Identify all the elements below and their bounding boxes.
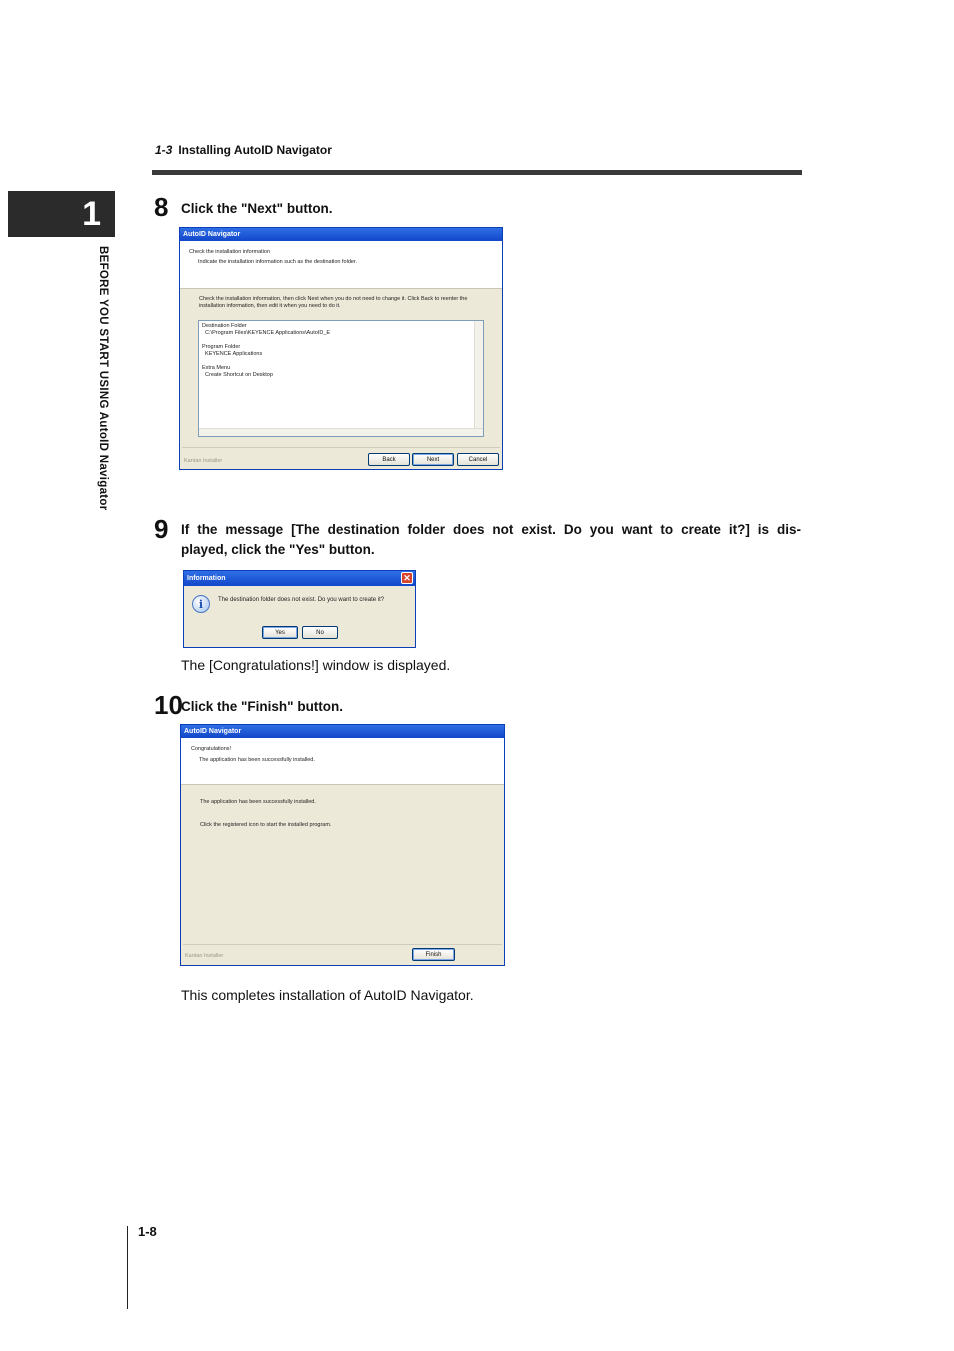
dialog-header-panel	[180, 241, 502, 289]
dialog-instruction: installation information, then edit it when you need to do it.	[199, 303, 341, 309]
info-icon: i	[192, 595, 210, 613]
dialog-instruction: Check the installation information, then click Next when you do not need to change it. Click Back to reenter the	[199, 296, 468, 302]
dialog-title: Information	[187, 575, 226, 582]
dialog-subheading: The application has been successfully installed.	[199, 757, 315, 763]
dialog-message: The destination folder does not exist. Do you want to create it?	[218, 597, 385, 603]
installation-info-box[interactable]	[198, 320, 484, 437]
header-rule	[152, 170, 802, 175]
dialog-titlebar: AutoID Navigator	[181, 725, 504, 738]
cancel-button[interactable]: Cancel	[457, 453, 499, 466]
dialog-heading: Congratulations!	[191, 746, 232, 752]
footer-rule	[127, 1226, 128, 1309]
install-confirm-dialog	[179, 227, 503, 470]
info-line: Create Shortcut on Desktop	[202, 372, 273, 378]
dialog-body-line: Click the registered icon to start the installed program.	[200, 822, 332, 828]
close-icon[interactable]: ✕	[401, 572, 413, 584]
section-title: Installing AutoID Navigator	[178, 143, 332, 157]
step-instruction: Click the "Finish" button.	[181, 699, 344, 714]
step-number: 10	[154, 690, 183, 720]
completion-note: This completes installation of AutoID Navigator.	[181, 987, 474, 1003]
dialog-header-panel	[181, 738, 504, 785]
info-line: C:\Program Files\KEYENCE Applications\AutoID_E	[202, 330, 331, 336]
step-number: 8	[154, 192, 169, 222]
dialog-body-line: The application has been successfully installed.	[200, 799, 316, 805]
section-number: 1-3	[155, 143, 173, 157]
info-line: Destination Folder	[202, 323, 247, 329]
horizontal-scrollbar[interactable]	[199, 428, 483, 436]
info-line	[202, 358, 330, 365]
dialog-titlebar: AutoID Navigator	[180, 228, 502, 241]
result-note: The [Congratulations!] window is displayed.	[181, 657, 451, 673]
info-line: KEYENCE Applications	[202, 351, 263, 357]
chapter-side-title: BEFORE YOU START USING AutoID Navigator	[97, 246, 109, 511]
next-button[interactable]: Next	[412, 453, 454, 466]
step-instruction	[181, 522, 801, 557]
running-header	[155, 143, 332, 157]
dialog-subheading: Indicate the installation information such as the destination folder.	[198, 259, 357, 265]
footer-separator	[182, 447, 500, 448]
step-instruction-line: played, click the "Yes" button.	[181, 542, 375, 557]
step-instruction: Click the "Next" button.	[181, 201, 333, 216]
info-line	[202, 337, 330, 344]
no-button[interactable]: No	[302, 626, 338, 639]
yes-button[interactable]: Yes	[262, 626, 298, 639]
finish-button[interactable]: Finish	[412, 948, 455, 961]
installer-label: Kantan Installer	[185, 953, 224, 959]
installer-label: Kantan Installer	[184, 458, 223, 464]
footer-separator	[183, 944, 502, 945]
info-lines	[202, 323, 330, 379]
congratulations-dialog	[180, 724, 505, 966]
info-line: Program Folder	[202, 344, 241, 350]
vertical-scrollbar[interactable]	[474, 321, 483, 436]
information-dialog	[183, 570, 416, 648]
page-number: 1-8	[138, 1224, 157, 1239]
chapter-tab: 1	[8, 191, 115, 237]
info-line: Extra Menu	[202, 365, 231, 371]
dialog-titlebar	[184, 571, 415, 586]
back-button[interactable]: Back	[368, 453, 410, 466]
dialog-heading: Check the installation information	[189, 249, 271, 255]
step-instruction-line: If the message [The destination folder does not exist. Do you want to create it?] is dis-	[181, 522, 801, 537]
step-number: 9	[154, 514, 169, 544]
